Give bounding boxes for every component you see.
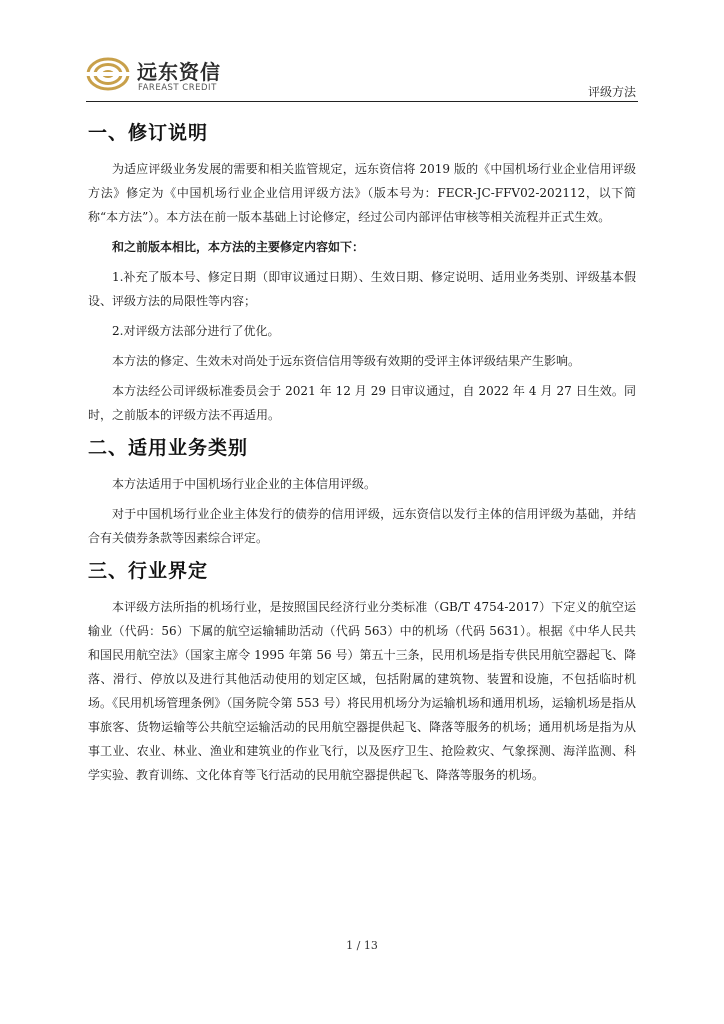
document-body [88,112,636,793]
fareast-logo-icon [86,56,130,92]
document-type-label: 评级方法 [587,85,636,99]
page-number: 1 / 13 [346,939,378,952]
section-heading-scope: 二、适用业务类别 [88,437,249,459]
paragraph: 本方法适用于中国机场行业企业的主体信用评级。 [112,477,377,491]
paragraph: 2.对评级方法部分进行了优化。 [112,324,280,338]
header-divider [86,101,638,102]
logo-chinese-name: 远东资信 [137,60,221,84]
paragraph: 本方法经公司评级标准委员会于 2021 年 12 月 29 日审议通过，自 2022 年 4 月 27 日生效。同时，之前版本的评级方法不再适用。 [88,384,636,422]
section-heading-industry-definition: 三、行业界定 [88,560,209,582]
paragraph: 为适应评级业务发展的需要和相关监管规定，远东资信将 2019 版的《中国机场行业企业信用评级方法》修定为《中国机场行业企业信用评级方法》（版本号为：FECR-JC-FFV02-202112，以下简称“本方法”）。本方法在前一版本基础上讨论修定，经过公司内部评估审核等相关流程并正式生效。 [88,162,636,224]
paragraph: 本方法的修定、生效未对尚处于远东资信信用等级有效期的受评主体评级结果产生影响。 [112,354,581,368]
paragraph: 本评级方法所指的机场行业，是按照国民经济行业分类标准（GB/T 4754-2017）下定义的航空运输业（代码：56）下属的航空运输辅助活动（代码 563）中的机场（代码 5631）。根据《中华人民共和国民用航空法》（国家主席令 1995 年第 56 号）第五十三条，民用机场是指专供民用航空器起飞、降落、滑行、停放以及进行其他活动使用的划定区域，包括附属的建筑物、装置和设施，不包括临时机场。《民用机场管理条例》（国务院令第 553 号）将民用机场分为运输机场和通用机场，运输机场是指从事旅客、货物运输等公共航空运输活动的民用航空器提供起飞、降落等服务的机场；通用机场是指为从事工业、农业、林业、渔业和建筑业的作业飞行，以及医疗卫生、抢险救灾、气象探测、海洋监测、科学实验、教育训练、文化体育等飞行活动的民用航空器提供起飞、降落等服务的机场。 [88,600,636,782]
logo-english-name: FAREAST CREDIT [138,83,217,93]
paragraph: 1.补充了版本号、修定日期（即审议通过日期）、生效日期、修定说明、适用业务类别、评级基本假设、评级方法的局限性等内容； [88,270,636,308]
paragraph: 对于中国机场行业企业主体发行的债券的信用评级，远东资信以发行主体的信用评级为基础，并结合有关债券条款等因素综合评定。 [88,507,636,545]
section-heading-revision: 一、修订说明 [88,122,209,144]
paragraph-bold: 和之前版本相比，本方法的主要修定内容如下： [112,240,365,254]
company-logo [86,52,236,98]
